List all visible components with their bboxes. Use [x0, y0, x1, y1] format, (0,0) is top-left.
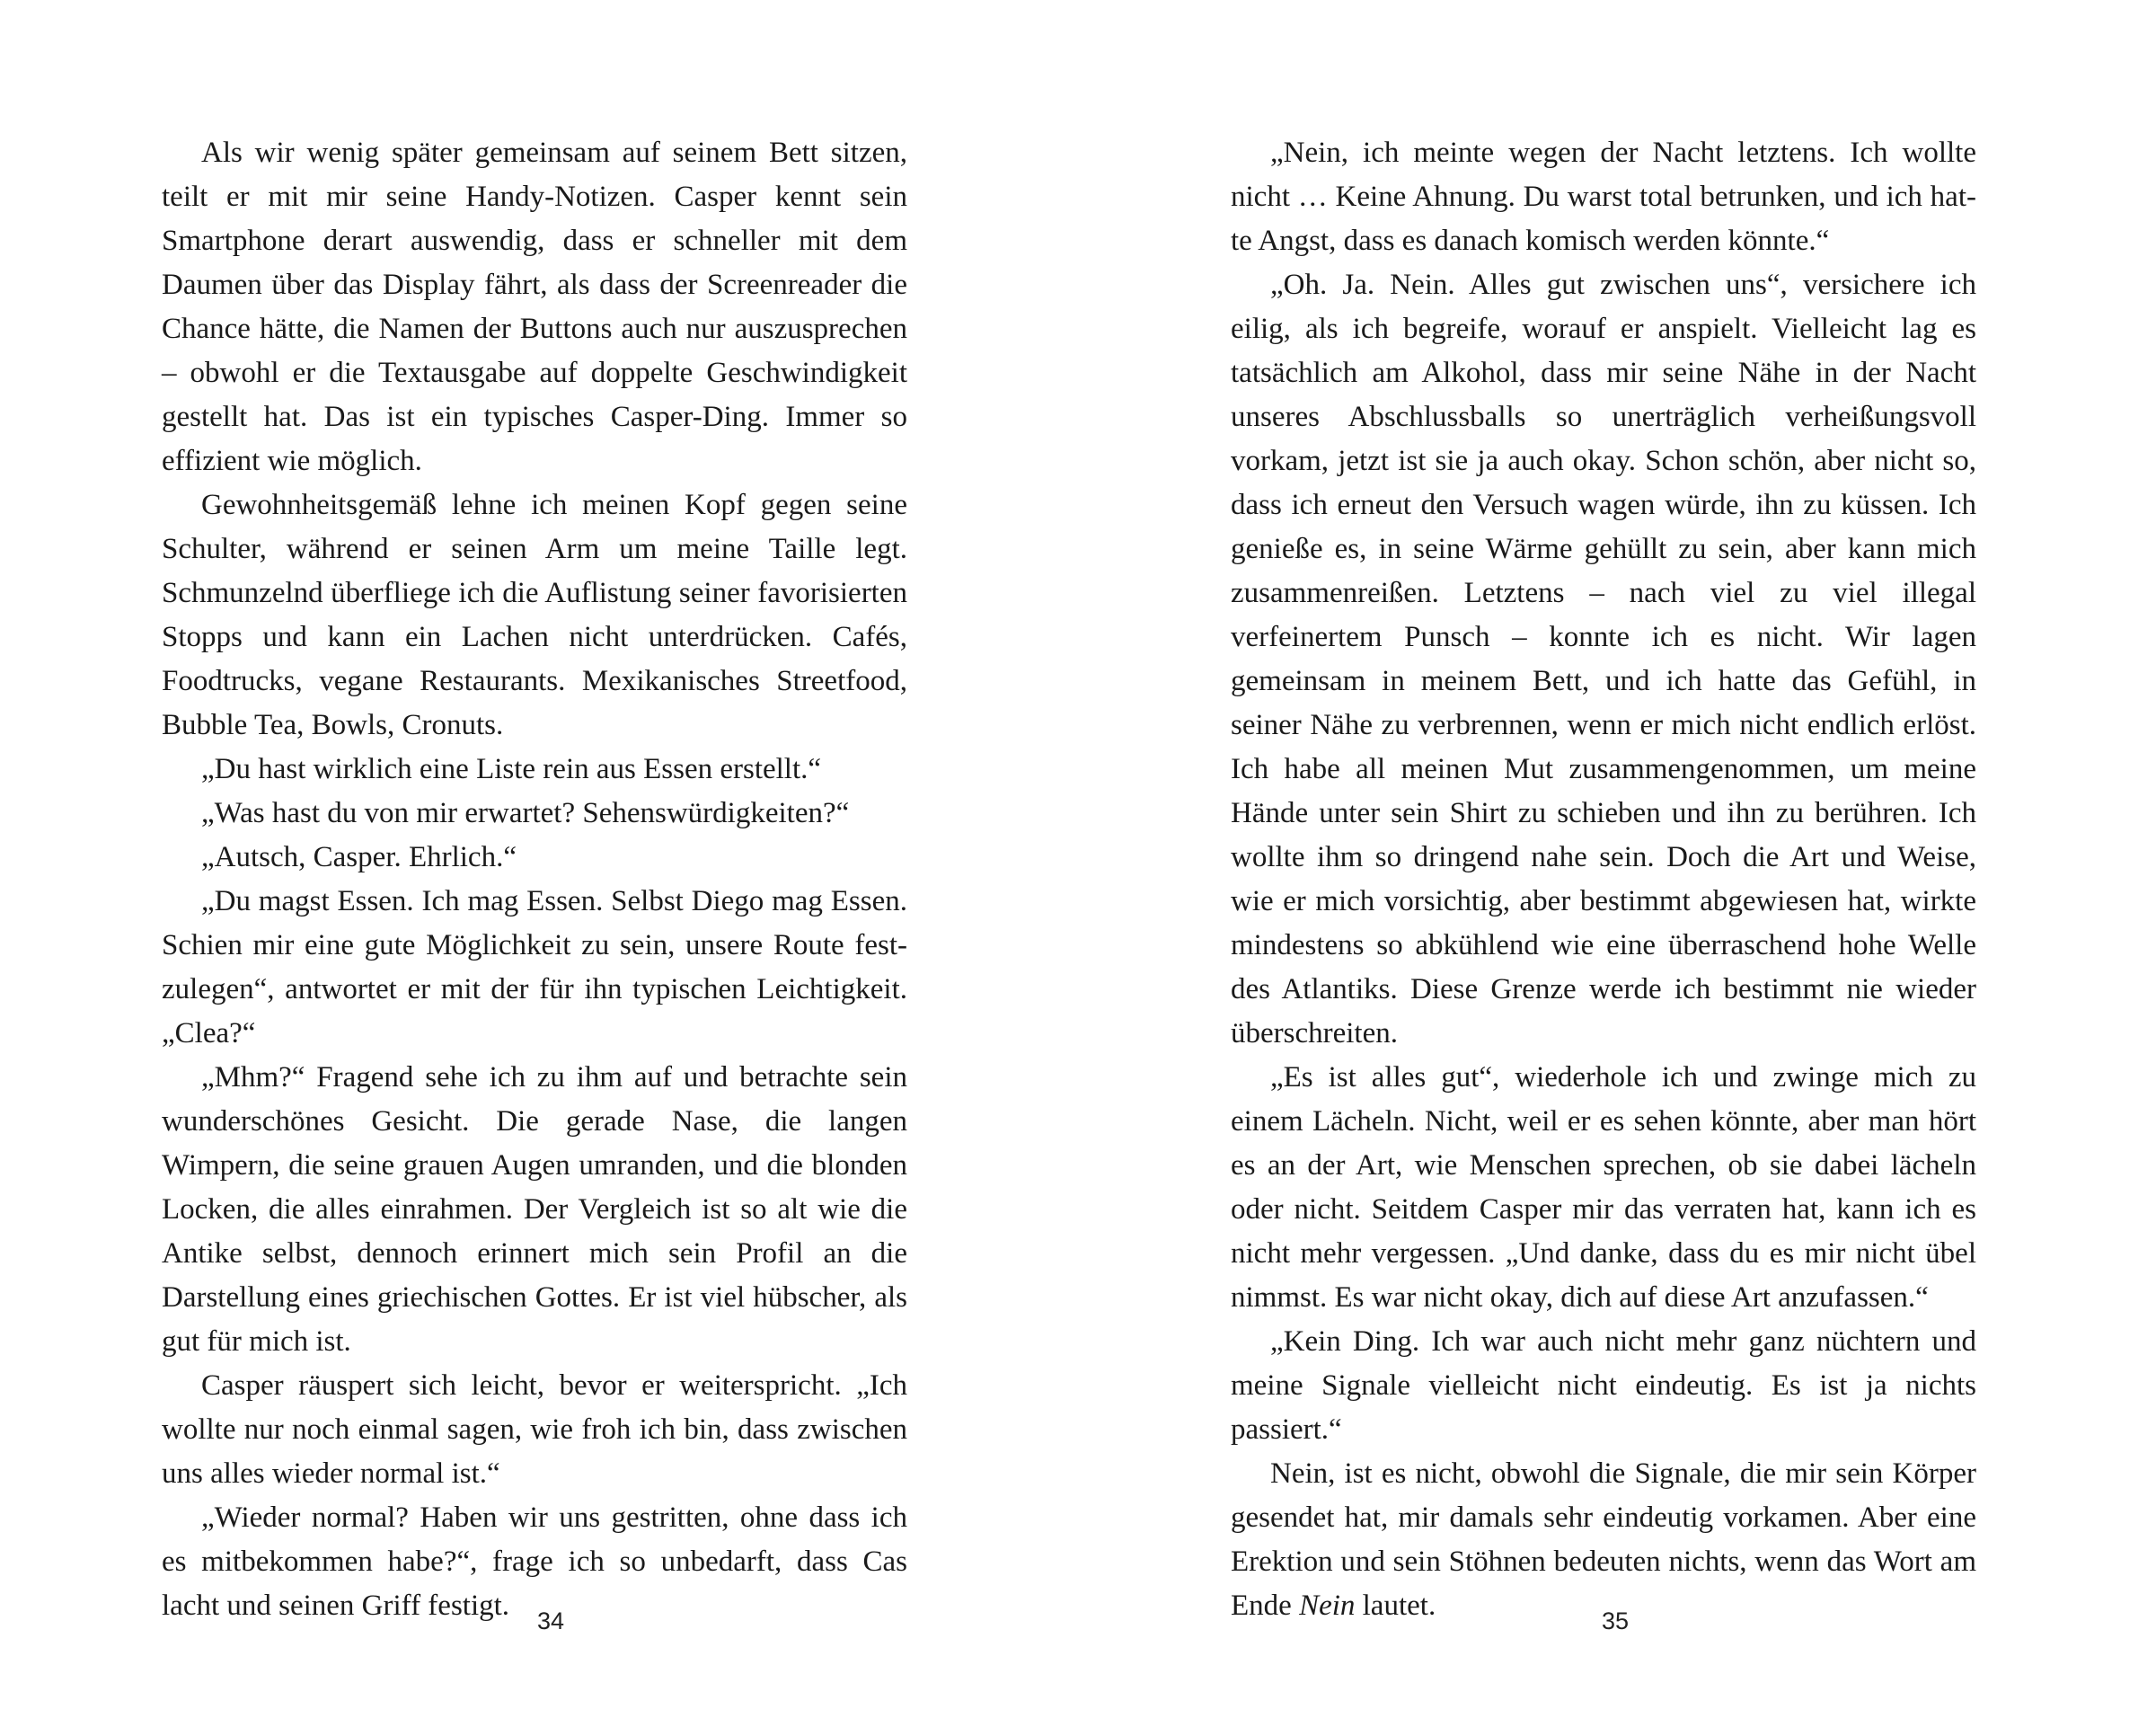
paragraph-text: Nein, ist es nicht, obwohl die Signale, die mir sein Körper gesendet hat, mir damals sehr eindeutig vorkamen. Aber eine Erektion und sein Stöhnen bedeuten nichts, wenn das Wort am Ende — [1231, 1457, 1976, 1622]
paragraph: „Es ist alles gut“, wiederhole ich und zwinge mich zu einem Lächeln. Nicht, weil er es sehen könnte, aber man hört es an der Art, wie Menschen sprechen, ob sie dabei lächeln oder nicht. Seitdem Casper mir das verraten hat, kann ich es nicht mehr vergessen. „Und danke, dass du es mir nicht übel nimmst. Es war nicht okay, dich auf diese Art anzufassen.“ — [1231, 1061, 1976, 1314]
right-page — [1078, 0, 2156, 1718]
paragraph: „Was hast du von mir erwartet? Sehenswürdigkeiten?“ — [201, 797, 850, 829]
page-number-right: 35 — [1601, 1607, 1630, 1634]
paragraph: Gewohnheitsgemäß lehne ich meinen Kopf gegen seine Schulter, während er seinen Arm um meine Taille legt. Schmunzelnd überfliege ich die Auflistung seiner favorisierten Stopps und kann ein Lachen nicht unterdrücken. Cafés, Foodtrucks, vegane Restaurants. Mexikanisches Streetfood, Bubble Tea, Bowls, Cronuts. — [162, 489, 907, 741]
paragraph: „Kein Ding. Ich war auch nicht mehr ganz nüchtern und meine Signale vielleicht nicht eindeutig. Es ist ja nichts passiert.“ — [1231, 1325, 1976, 1446]
paragraph-tail: lautet. — [1362, 1590, 1436, 1622]
paragraph: Als wir wenig später gemeinsam auf seinem Bett sitzen, teilt er mit mir seine Handy-Notizen. Casper kennt sein Smartphone derart auswendig, dass er schneller mit dem Daumen über das Display fährt, als dass der Screenreader die Chance hätte, die Namen der Buttons auch nur auszusprechen – obwohl er die Textausgabe auf doppelte Geschwindigkeit gestellt hat. Das ist ein typisches Casper-Ding. Immer so effizient wie möglich. — [162, 137, 907, 477]
paragraph: „Oh. Ja. Nein. Alles gut zwischen uns“, versichere ich eilig, als ich begreife, worauf er anspielt. Vielleicht lag es tatsächlich am Alkohol, dass mir seine Nähe in der Nacht unseres Abschlussballs so unerträglich verheißungsvoll vorkam, jetzt ist sie ja auch okay. Schon schön, aber nicht so, dass ich erneut den Versuch wagen würde, ihn zu küssen. Ich genieße es, in seine Wärme gehüllt zu sein, aber kann mich zusammenreißen. Letztens – nach viel zu viel illegal verfeinertem Punsch – konnte ich es nicht. Wir lagen gemeinsam in meinem Bett, und ich hatte das Gefühl, in seiner Nähe zu verbrennen, wenn er mich nicht endlich erlöst. Ich habe all meinen Mut zusammengenommen, um meine Hände unter sein Shirt zu schieben und ihn zu berühren. Ich wollte ihm so dringend nahe sein. Doch die Art und Weise, wie er mich vorsichtig, aber bestimmt abgewiesen hat, wirkte mindestens so abkühlend wie eine überraschend hohe Welle des Atlantiks. Diese Grenze werde ich bestimmt nie wieder überschreiten. — [1231, 269, 1976, 1049]
left-page-text — [162, 131, 907, 1628]
paragraph: „Du hast wirklich eine Liste rein aus Essen erstellt.“ — [201, 753, 822, 785]
page-number-left: 34 — [536, 1607, 565, 1634]
emphasized-word: Nein — [1299, 1590, 1356, 1622]
paragraph: Casper räuspert sich leicht, bevor er weiterspricht. „Ich wollte nur noch einmal sagen, wie froh ich bin, dass zwischen uns alles wieder normal ist.“ — [162, 1369, 907, 1490]
right-page-text — [1231, 131, 1976, 1628]
paragraph: „Du magst Essen. Ich mag Essen. Selbst Diego mag Essen. Schien mir eine gute Möglichkeit zu sein, unsere Route festzulegen“, antwortet er mit der für ihn typischen Leichtigkeit. „Clea?“ — [162, 885, 907, 1049]
paragraph: „Autsch, Casper. Ehrlich.“ — [201, 841, 517, 873]
paragraph-final — [1231, 1452, 1976, 1628]
paragraph: „Wieder normal? Haben wir uns gestritten, ohne dass ich es mitbekommen habe?“, frage ich so unbedarft, dass Cas lacht und seinen Griff festigt. — [162, 1501, 907, 1622]
paragraph: „Nein, ich meinte wegen der Nacht letztens. Ich wollte nicht … Keine Ahnung. Du warst total betrunken, und ich hatte Angst, dass es danach komisch werden könnte.“ — [1231, 137, 1976, 257]
paragraph: „Mhm?“ Fragend sehe ich zu ihm auf und betrachte sein wunderschönes Gesicht. Die gerade Nase, die langen Wimpern, die seine grauen Augen umranden, und die blonden Locken, die alles einrahmen. Der Vergleich ist so alt wie die Antike selbst, dennoch erinnert mich sein Profil an die Darstellung eines griechischen Gottes. Er ist viel hübscher, als gut für mich ist. — [162, 1061, 907, 1358]
